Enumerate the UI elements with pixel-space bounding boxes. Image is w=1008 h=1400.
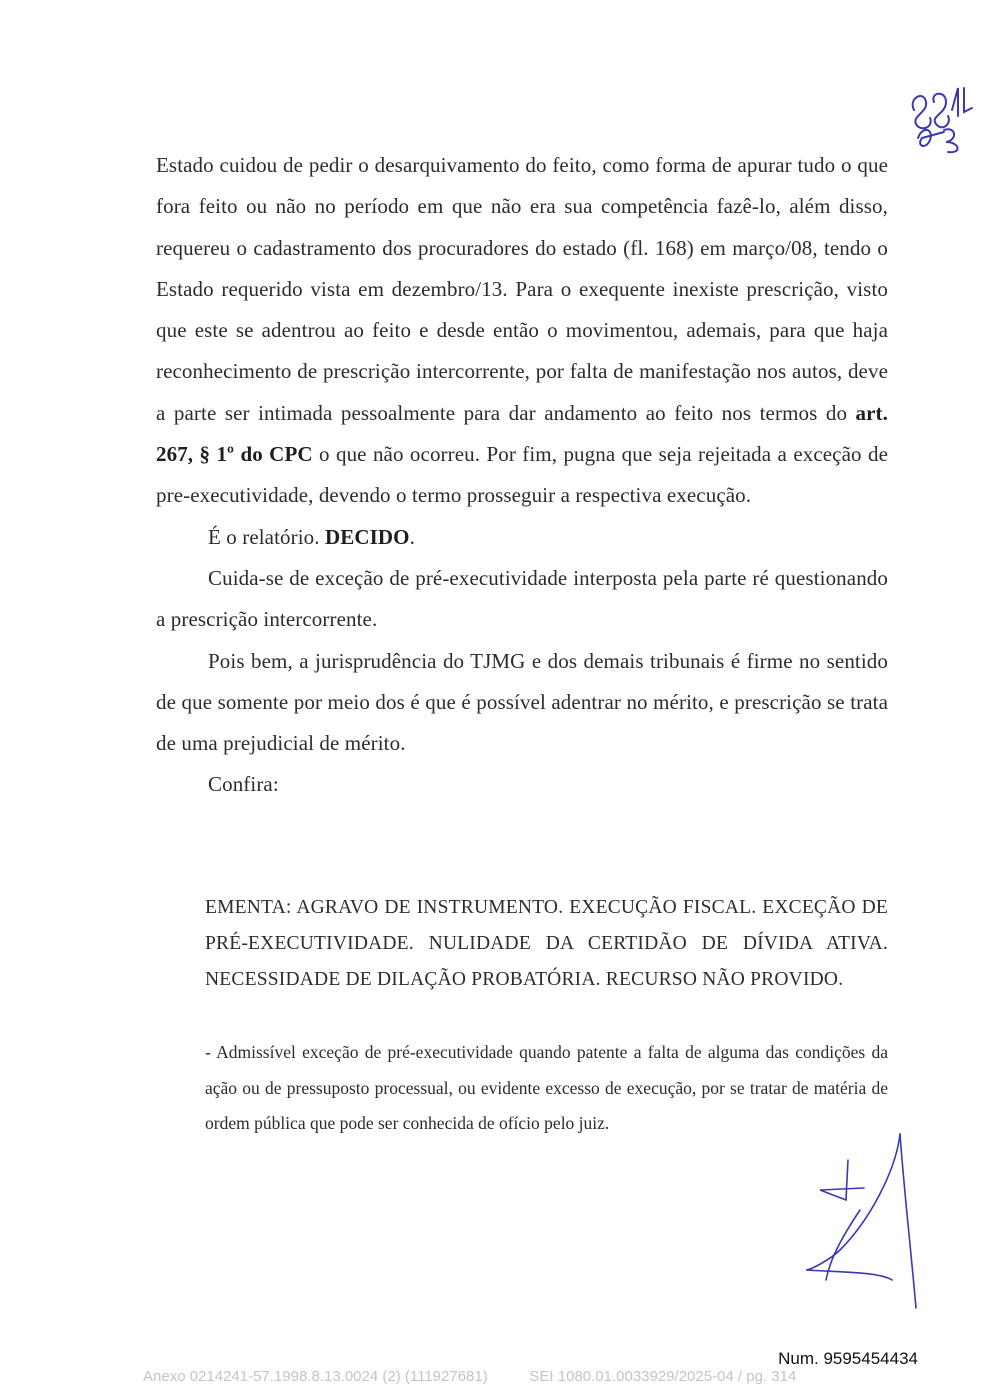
- relatorio-text: É o relatório.: [208, 524, 325, 549]
- signature-mark: [800, 1130, 920, 1310]
- ementa-block: [205, 890, 888, 998]
- annex-footer: [143, 1368, 796, 1385]
- paragraph-exequente: [156, 145, 888, 517]
- page-number-stamp: [900, 80, 980, 160]
- decision-body: [156, 145, 888, 806]
- sei-reference: SEI 1080.01.0033929/2025-04 / pg. 314: [529, 1368, 797, 1385]
- ementa-heading: EMENTA: AGRAVO DE INSTRUMENTO. EXECUÇÃO FISCAL. EXCEÇÃO DE PRÉ-EXECUTIVIDADE. NULIDADE DA CERTIDÃO DE DÍVIDA ATIVA. NECESSIDADE DE DILAÇÃO PROBATÓRIA. RECURSO NÃO PROVIDO.: [205, 897, 888, 990]
- paragraph-text: Estado cuidou de pedir o desarquivamento do feito, como forma de apurar tudo o que fora feito ou não no período em que não era sua competência fazê-lo, além disso, requereu o cadastramento dos procuradores do estado (fl. 168) em março/08, tendo o Estado requerido vista em dezembro/13. Para o exequente inexiste prescrição, visto que este se adentrou ao feito e desde então o movimentou, ademais, para que haja reconhecimento de prescrição intercorrente, por falta de manifestação nos autos, deve a parte ser intimada pessoalmente para dar andamento ao feito nos termos do: [156, 153, 888, 425]
- paragraph-text-end: o que não ocorreu. Por fim, pugna que seja rejeitada a exceção de pre-executividade, devendo o termo prosseguir a respectiva execução.: [156, 442, 888, 508]
- paragraph-relatorio: [156, 517, 888, 558]
- legal-reference: art. 267, § 1º do CPC: [156, 400, 888, 467]
- relatorio-period: .: [409, 524, 415, 549]
- document-number: Num. 9595454434: [778, 1349, 918, 1368]
- annex-reference: Anexo 0214241-57.1998.8.13.0024 (2) (111927681): [143, 1368, 488, 1385]
- paragraph-pois-bem: Pois bem, a jurisprudência do TJMG e dos demais tribunais é firme no sentido de que somente por meio dos é que é possível adentrar no mérito, e prescrição se trata de uma prejudicial de mérito.: [156, 648, 888, 756]
- decido-label: DECIDO: [324, 524, 410, 549]
- ementa-note-block: [205, 1035, 888, 1142]
- paragraph-cuida-se: Cuida-se de exceção de pré-executividade interposta pela parte ré questionando a prescrição intercorrente.: [156, 565, 888, 632]
- paragraph-confira: Confira:: [208, 772, 279, 797]
- ementa-note: - Admissível exceção de pré-executividade quando patente a falta de alguma das condições da ação ou de pressuposto processual, ou evidente excesso de execução, por se tratar de matéria de ordem pública que pode ser conhecida de ofício pelo juiz.: [205, 1042, 888, 1133]
